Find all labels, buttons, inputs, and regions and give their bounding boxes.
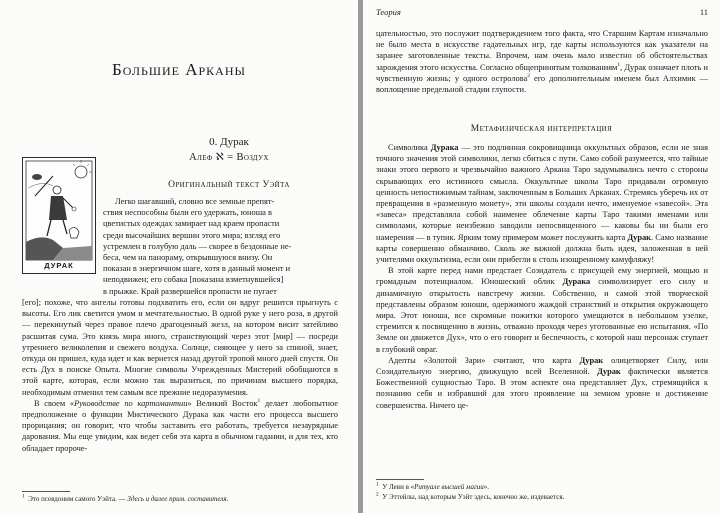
left-page [0,0,358,513]
right-body-text [376,142,708,411]
running-head: Теория [376,7,401,17]
card-label: ДУРАК [44,261,74,270]
text-line: показан в энергичном шаге, хотя в данный момент и [103,264,291,274]
left-body-text [22,297,338,454]
footnote: $^1$ Это псевдоним самого Уэйта. — Здесь и далее прим. составителя. [22,493,229,503]
text-line: Легко шагавший, словно все земные препят- [115,197,275,206]
arcana-subtitle: Алеф ℵ = Воздух [189,152,269,163]
text-line: среди высочайших вершин этого мира; взгляд его [103,230,281,240]
footnote-divider [376,479,424,480]
paragraph: В своем «Руководстве по картомантии» Великий Восток$^1$ делает любопытное предположение о функции Мистического Дурака как части его процесса высшего прорицания; он говорит, что чтобы заставить его работать, требуется незаурядные дарования. Мы еще увидим, как ведет себя эта карта в обычном гадании, и для тех, кто обладает пророче- [22,398,338,453]
footnote-ref[interactable]: 1 [257,398,261,405]
paragraph: цательностью, это послужит подтверждением того факта, что Старшим Картам изначально не было места в искусстве гадательных игр, где карты используются как указатели на заранее заготовленные тексты. Впрочем, нам очень мало известно об обстоятельствах зарождения этого искусства. Согласно общепринятым толкованиям$^1$, Дурак означает плоть и чувственную жизнь; у одного остролова$^2$ его дополнительным именем был Алхимик — воплощение предельной стадии глупости. [376,29,708,95]
section-heading: Большие Арканы [112,60,246,79]
text-line: устремлен в голубую даль — скорее в бездонные не- [103,241,292,251]
paragraph: [его]; похоже, что ангелы готовы подхватить его, если он вдруг решится прыгнуть с высоты. Его лик светится умом и мечтательностью. В одной руке у него роза, в другой — перекинутый через правое плечо драгоценный жезл, на котором висит затейливо расшитая сума. Это князь мира иного, странствующий через этот [мир] — посреди утреннего великолепия и свежего воздуха. Солнце, сияющее у него за спиной, знает, откуда он пришел, куда идет и как вернется назад другой тропой много дней спустя. Он есть Дух в поиске Опыта. Многие символы Учрежденных Мистерий обобщаются в этой карте, которая, если можно так выразиться, по причинам высшего порядка, необходимым отменил тем самым все прежние недоразумения. [22,298,338,397]
right-intro-text [376,28,708,95]
page-number: 11 [699,7,708,17]
text-line: в прыжке. Край развершейся пропасти не пугает [103,286,277,296]
original-text-title: Оригинальный текст Уэйта [168,180,290,190]
book-title: Руководстве по картомантии [74,398,188,408]
text-line: беса, чем на панораму, открывшуюся внизу. Он [103,253,273,263]
footnote-ref[interactable]: 1 [617,61,621,68]
metaphysical-title: Метафизическая интерпретация [470,124,613,134]
right-page [363,0,720,513]
footnote-2: $^2$ У Эттейлы, над которым Уэйт здесь, конечно же, издевается. [376,491,565,501]
text-line: неподвижен; его собака [показана взметнувшейся] [103,275,284,285]
footnote-divider [22,491,70,492]
paragraph: Символика Дурака — это подлинная сокровищница оккультных образов, если не зная точного значения этой символики, легко сбиться с пути. Само собой разумеется, что тайные знаки этого первого и чрезвычайно важного Аркана Таро задумывались нечто с стороны скрывающих его истинного смысла. Оккультные школы Таро придавали огромную ценность непостижимым тайнам, заключенным в Больших Арканах. Стремясь уберечь их от превращения в «разменную монету», эти школы создали нечто, именуемое «завесой». Эта «завеса» представляла собой наименее облечение карты Таро такими именами или символами, которые неизбежно заводили непосвященного — каковы бы ни были его намерения — в тупик. Ярким тому примером может послужить карта Дурак. Само название карты совершенно обманчиво. Сколь же важной должна быть идея, заложенная в ней учителями оккультизма, если они прибегли к столь изощренному камуфляжу! [376,143,708,265]
paragraph: В этой карте перед нами предстает Созидатель с присущей ему энергией, мощью и громадным потенциалом. Юношеский облик Дурака символизирует его силу и динамичную открытость навстречу жизни. Собственно, и самой этой творческой представлены образом юноши, одержимого жаждой странствий и открытия окружающего мира. Этот юноша, все скромные пожитки которого умещаются в небольшом узелке, стремится к посвящению в жизнь, отважно проходя через уготованные ею испытания. «По Земле он движется Дух», что о его говорит и беспечность, с которой наш персонаж ступает в глубокий овраг. [376,266,708,354]
fool-card-illustration [22,157,96,274]
footnote-ref[interactable]: 2 [527,73,531,80]
text-line: ствия неспособны были его удержать, юноша в [103,208,272,218]
footnote-1: $^1$ У Леви в «Ритуале высшей магии». [376,481,489,491]
text-line: цветистых одеждах замирает над краем пропасти [103,219,280,229]
fool-figure-icon [23,158,95,273]
arcana-title: 0. Дурак [209,136,249,148]
original-text-float [103,196,338,297]
paragraph: Адепты «Золотой Зари» считают, что карта Дурак олицетворяет Силу, или Созидательную энергию, движущую всей Вселенной. Дурак фактически является Божественной сущностью Таро. В этом аспекте она представляет Дух, стремящийся к познанию себя и избравший для этого проявление на земном уровне и достижение совершенства. Ничего це- [376,355,708,410]
